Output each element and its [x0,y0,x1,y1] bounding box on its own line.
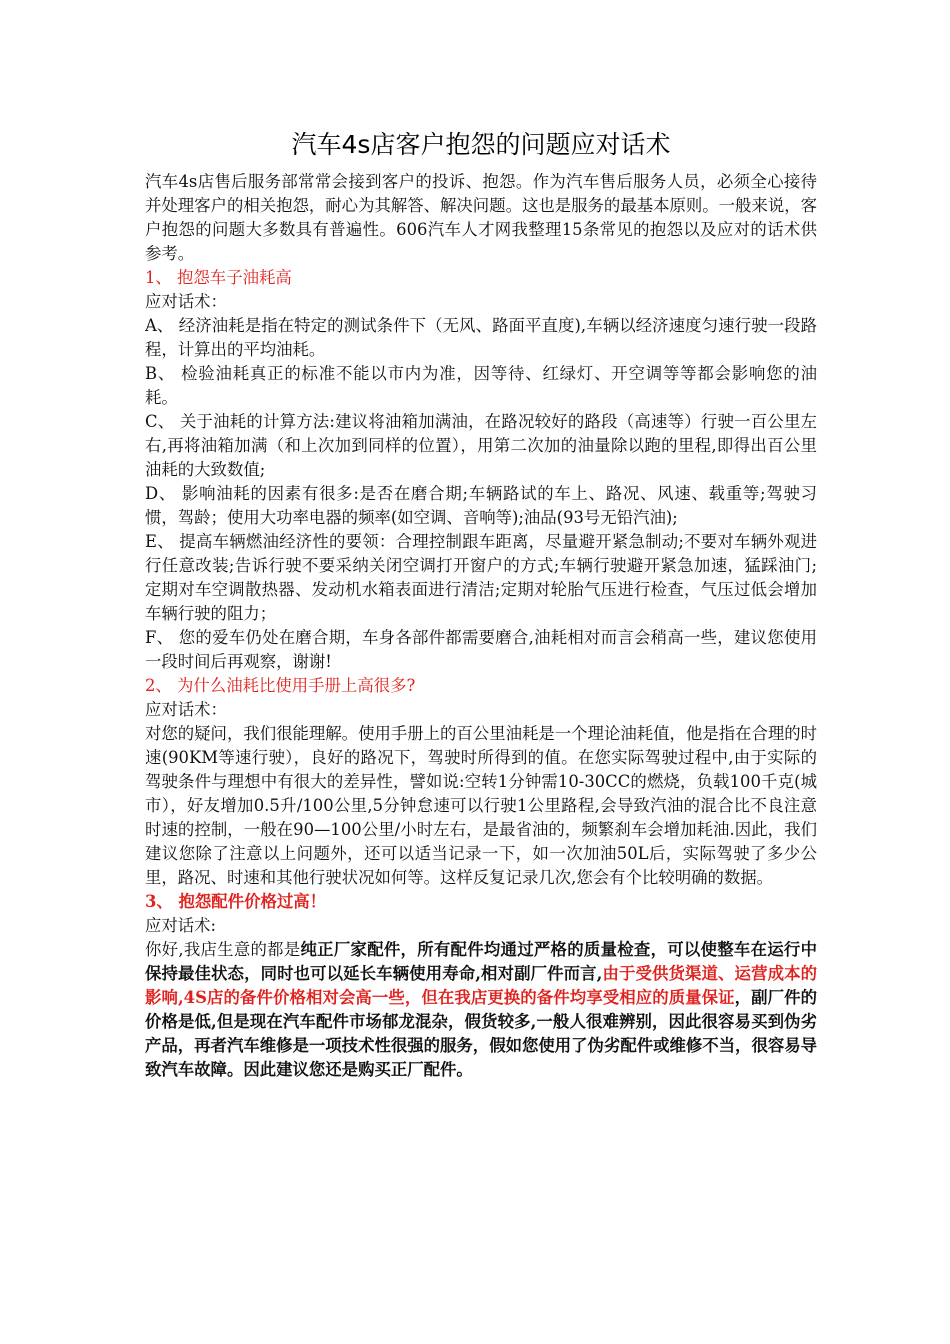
section-3-label: 应对话术: [145,916,217,935]
section-2-body: 对您的疑问，我们很能理解。使用手册上的百公里油耗是一个理论油耗值，他是指在合理的时速(90KM等速行驶），良好的路况下，驾驶时所得到的值。在您实际驾驶过程中,由于实际的驾驶条件与理想中有很大的差异性，譬如说:空转1分钟需10-30CC的燃烧，负载100千克(城市），好友增加0.5升/100公里,5分钟怠速可以行驶1公里路程,会导致汽油的混合比不良注意时速的控制，一般在90—100公里/小时左右，是最省油的，频繁刹车会增加耗油.因此，我们建议您除了注意以上问题外，还可以适当记录一下，如一次加油50L后，实际驾驶了多少公里，路况、时速和其他行驶状况如何等。这样反复记录几次,您会有个比较明确的数据。 [145,724,818,887]
section-3-text-plain: 你好,我店生意的都是 [145,940,301,959]
section-3-text-bold-end: ，副厂件的价格是低,但是现在汽车配件市场郁龙混杂，假货较多,一般人很难辨别，因此很容易买到伪劣产品，再者汽车维修是一项技术性很强的服务，假如您使用了伪劣配件或维修不当，很容易导致汽车故障。因此建议您还是购买正厂配件。 [145,988,818,1079]
section-3-heading: 3、 抱怨配件价格过高！ [145,892,327,911]
section-3-text-bold: 纯正厂家配件，所有配件均通过严格的质量检查，可以使整车在运行中保持最佳状态，同时也可以延长车辆使用寿命,相对副厂件而言, [145,940,817,983]
section-1-item-e: E、 提高车辆燃油经济性的要领：合理控制跟车距离，尽量避开紧急制动;不要对车辆外观进行任意改装;告诉行驶不要采纳关闭空调打开窗户的方式;车辆行驶避开紧急加速，猛踩油门;定期对车空调散热器、发动机水箱表面进行清洁;定期对轮胎气压进行检查，气压过低会增加车辆行驶的阻力； [145,532,817,623]
section-1-item-b: B、 检验油耗真正的标准不能以市内为准，因等待、红绿灯、开空调等等都会影响您的油耗。 [145,364,817,407]
section-3-text-red: 由于受供货渠道、运营成本的影响,4S店的备件价格相对会高一些，但在我店更换的备件均享受相应的质量保证 [145,964,817,1007]
section-2-label: 应对话术： [145,700,227,719]
section-1-item-d: D、 影响油耗的因素有很多:是否在磨合期;车辆路试的车上、路况、风速、载重等;驾驶习惯，驾龄；使用大功率电器的频率(如空调、音响等);油品(93号无铅汽油); [145,484,817,527]
section-1-item-a: A、 经济油耗是指在特定的测试条件下（无风、路面平直度),车辆以经济速度匀速行驶一段路程，计算出的平均油耗。 [145,316,817,359]
intro-paragraph: 汽车4s店售后服务部常常会接到客户的投诉、抱怨。作为汽车售后服务人员，必须全心接待并处理客户的相关抱怨，耐心为其解答、解决问题。这也是服务的最基本原则。一般来说，客户抱怨的问题大多数具有普遍性。606汽车人才网我整理15条常见的抱怨以及应对的话术供参考。 [145,172,818,263]
page-title: 汽车4s店客户抱怨的问题应对话术 [291,130,671,159]
section-1-item-c: C、 关于油耗的计算方法:建议将油箱加满油，在路况较好的路段（高速等）行驶一百公里左右,再将油箱加满（和上次加到同样的位置），用第二次加的油量除以跑的里程,即得出百公里油耗的大致数值; [145,412,817,479]
section-1-label: 应对话术： [145,292,227,311]
section-3-body [145,938,817,1082]
section-2-heading: 2、 为什么油耗比使用手册上高很多? [145,676,416,695]
section-1-item-f: F、 您的爱车仍处在磨合期，车身各部件都需要磨合,油耗相对而言会稍高一些，建议您使用一段时间后再观察，谢谢! [145,628,817,671]
document-content [145,128,817,1082]
section-1-heading: 1、 抱怨车子油耗高 [145,268,292,287]
